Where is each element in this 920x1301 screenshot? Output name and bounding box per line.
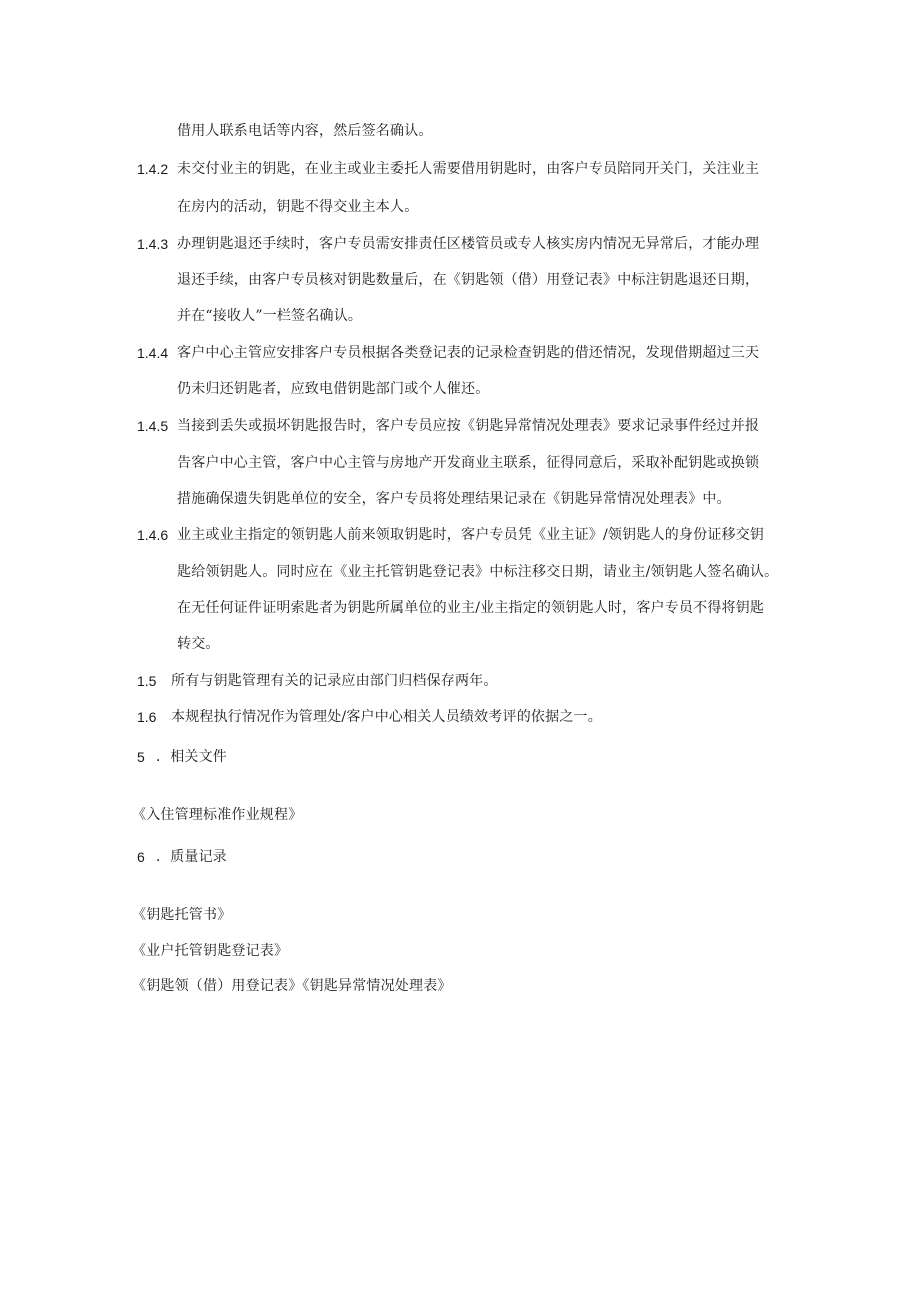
section-number: 6 bbox=[137, 849, 145, 865]
continuation-line: 借用人联系电话等内容，然后签名确认。 bbox=[177, 123, 433, 139]
quality-record: 《钥匙托管书》 bbox=[132, 907, 232, 923]
item-text-line: 措施确保遗失钥匙单位的安全，客户专员将处理结果记录在《钥匙异常情况处理表》中。 bbox=[177, 491, 731, 507]
quality-record: 《业户托管钥匙登记表》 bbox=[132, 943, 289, 959]
item-text-line: 客户中心主管应安排客户专员根据各类登记表的记录检查钥匙的借还情况，发现借期超过三天 bbox=[177, 345, 760, 361]
item-text-line: 所有与钥匙管理有关的记录应由部门归档保存两年。 bbox=[171, 673, 498, 689]
item-text-line: 告客户中心主管，客户中心主管与房地产开发商业主联系，征得同意后，采取补配钥匙或换锁 bbox=[177, 455, 760, 471]
item-text-line: 未交付业主的钥匙，在业主或业主委托人需要借用钥匙时，由客户专员陪同开关门，关注业主 bbox=[177, 161, 760, 177]
item-text-line: 并在“接收人”一栏签名确认。 bbox=[177, 308, 363, 324]
item-number: 1.4.2 bbox=[137, 161, 169, 177]
section-title: ．相关文件 bbox=[156, 749, 227, 765]
item-text-line: 退还手续，由客户专员核对钥匙数量后，在《钥匙领（借）用登记表》中标注钥匙退还日期， bbox=[177, 272, 760, 288]
item-number: 1.4.6 bbox=[137, 527, 169, 543]
quality-record: 《钥匙领（借）用登记表》《钥匙异常情况处理表》 bbox=[132, 978, 452, 994]
item-text-line: 转交。 bbox=[177, 636, 220, 652]
item-text-line: 业主或业主指定的领钥匙人前来领取钥匙时，客户专员凭《业主证》/领钥匙人的身份证移交钥 bbox=[177, 527, 765, 543]
item-text-line: 匙给领钥匙人。同时应在《业主托管钥匙登记表》中标注移交日期，请业主/领钥匙人签名确认。 bbox=[177, 564, 779, 580]
item-text-line: 在无任何证件证明索匙者为钥匙所属单位的业主/业主指定的领钥匙人时，客户专员不得将钥匙 bbox=[177, 600, 765, 616]
item-number: 1.4.3 bbox=[137, 236, 169, 252]
item-number: 1.6 bbox=[137, 709, 157, 725]
section-number: 5 bbox=[137, 749, 145, 765]
item-text-line: 仍未归还钥匙者，应致电借钥匙部门或个人催还。 bbox=[177, 381, 490, 397]
item-number: 1.4.4 bbox=[137, 345, 169, 361]
item-number: 1.5 bbox=[137, 673, 157, 689]
item-number: 1.4.5 bbox=[137, 418, 169, 434]
section-title: ．质量记录 bbox=[156, 849, 227, 865]
item-text-line: 在房内的活动，钥匙不得交业主本人。 bbox=[177, 199, 419, 215]
related-document: 《入住管理标准作业规程》 bbox=[132, 807, 303, 823]
item-text-line: 办理钥匙退还手续时，客户专员需安排责任区楼管员或专人核实房内情况无异常后，才能办理 bbox=[177, 236, 760, 252]
item-text-line: 当接到丢失或损坏钥匙报告时，客户专员应按《钥匙异常情况处理表》要求记录事件经过并报 bbox=[177, 418, 760, 434]
item-text-line: 本规程执行情况作为管理处/客户中心相关人员绩效考评的依据之一。 bbox=[171, 709, 602, 725]
